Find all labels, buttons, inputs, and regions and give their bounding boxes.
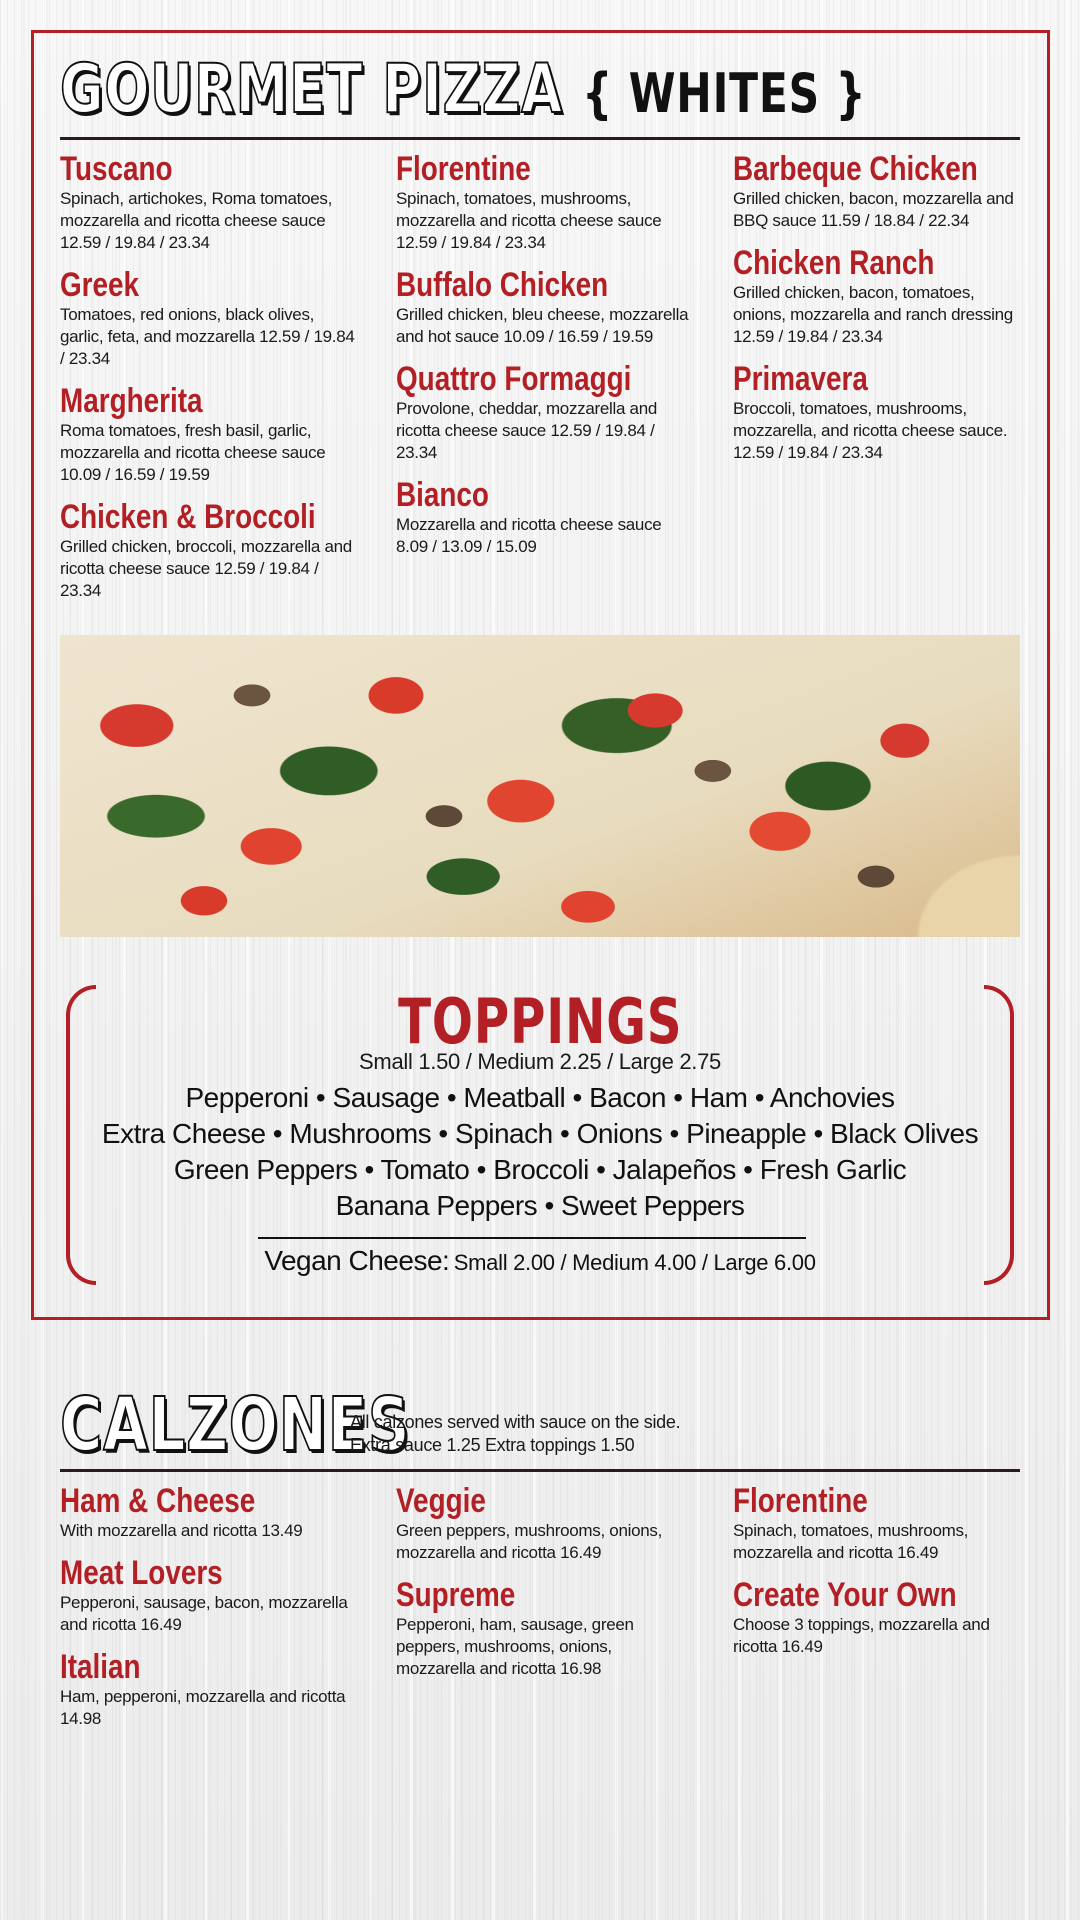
item-desc: Spinach, tomatoes, mushrooms, mozzarella and ricotta 16.49 [733,1521,969,1562]
item-name: Supreme [396,1576,516,1614]
item-name: Chicken & Broccoli [60,498,316,536]
item-name: Ham & Cheese [60,1482,256,1520]
pizza-photo [60,635,1020,937]
item-name: Meat Lovers [60,1554,223,1592]
item-name: Bianco [396,476,489,514]
item-desc: With mozzarella and ricotta 13.49 [60,1521,303,1540]
menu-item [396,1576,686,1680]
item-desc: Green peppers, mushrooms, onions, mozzarella and ricotta 16.49 [396,1521,663,1562]
item-desc: Tomatoes, red onions, black olives, garlic, feta, and mozzarella 12.59 / 19.84 / 23.34 [60,305,355,368]
menu-item [396,476,696,558]
pizza-section-title [60,50,866,134]
item-name: Florentine [396,150,531,188]
toppings-prices: Small 1.50 / Medium 2.25 / Large 2.75 [359,1049,721,1074]
menu-item [60,266,360,370]
toppings-title: TOPPINGS [397,985,683,1058]
item-name: Margherita [60,382,203,420]
vegan-cheese-prices: Small 2.00 / Medium 4.00 / Large 6.00 [453,1250,816,1275]
item-desc: Grilled chicken, bacon, tomatoes, onions, mozzarella and ranch dressing 12.59 / 19.84 / 23.34 [733,283,1013,346]
item-desc: Spinach, tomatoes, mushrooms, mozzarella and ricotta cheese sauce 12.59 / 19.84 / 23.34 [396,189,662,252]
item-name: Buffalo Chicken [396,266,609,304]
item-desc: Pepperoni, sausage, bacon, mozzarella and ricotta 16.49 [60,1593,348,1634]
pizza-subtitle-text: { WHITES } [582,62,867,125]
calzones-column-3 [733,1482,1023,1670]
menu-item [396,1482,686,1564]
menu-item [396,360,696,464]
pizza-column-1 [60,150,360,614]
item-name: Tuscano [60,150,173,188]
calzones-title-text: CALZONES [60,1382,411,1468]
item-name: Primavera [733,360,868,398]
toppings-line: Pepperoni • Sausage • Meatball • Bacon • Ham • Anchovies [185,1082,895,1113]
menu-item [733,244,1023,348]
pizza-column-3 [733,150,1023,476]
item-name: Create Your Own [733,1576,957,1614]
calzones-title-rule [60,1469,1020,1472]
menu-item [60,1648,360,1730]
vegan-cheese-label: Vegan Cheese: [264,1245,450,1276]
toppings-list [100,1080,980,1224]
item-desc: Pepperoni, ham, sausage, green peppers, mushrooms, onions, mozzarella and ricotta 16.98 [396,1615,634,1678]
calzones-note-line: All calzones served with sauce on the side. [350,1412,681,1432]
item-desc: Grilled chicken, bleu cheese, mozzarella and hot sauce 10.09 / 16.59 / 19.59 [396,305,689,346]
calzones-column-2 [396,1482,686,1692]
pizza-column-2 [396,150,696,570]
menu-item [60,498,360,602]
item-desc: Grilled chicken, bacon, mozzarella and BBQ sauce 11.59 / 18.84 / 22.34 [733,189,1014,230]
item-desc: Broccoli, tomatoes, mushrooms, mozzarella, and ricotta cheese sauce. 12.59 / 19.84 / 23.34 [733,399,1008,462]
pizza-title-text: GOURMET PIZZA [60,50,563,129]
item-desc: Choose 3 toppings, mozzarella and ricotta 16.49 [733,1615,990,1656]
item-desc: Provolone, cheddar, mozzarella and ricotta cheese sauce 12.59 / 19.84 / 23.34 [396,399,658,462]
menu-item [396,266,696,348]
item-desc: Grilled chicken, broccoli, mozzarella and ricotta cheese sauce 12.59 / 19.84 / 23.34 [60,537,352,600]
item-name: Barbeque Chicken [733,150,978,188]
vegan-cheese [0,1245,1080,1277]
item-desc: Spinach, artichokes, Roma tomatoes, mozzarella and ricotta cheese sauce 12.59 / 19.84 / 23.34 [60,189,333,252]
calzones-column-1 [60,1482,360,1742]
calzones-note [350,1411,710,1457]
menu-item [733,1482,1023,1564]
menu-item [733,1576,1023,1658]
item-desc: Mozzarella and ricotta cheese sauce 8.09 / 13.09 / 15.09 [396,515,662,556]
toppings-line: Banana Peppers • Sweet Peppers [335,1190,745,1221]
menu-item [396,150,696,254]
toppings-line: Extra Cheese • Mushrooms • Spinach • Onions • Pineapple • Black Olives [101,1118,979,1149]
calzones-note-line: Extra sauce 1.25 Extra toppings 1.50 [350,1435,635,1455]
item-desc: Roma tomatoes, fresh basil, garlic, mozzarella and ricotta cheese sauce 10.09 / 16.59 / 19.59 [60,421,326,484]
item-name: Veggie [396,1482,486,1520]
item-name: Italian [60,1648,141,1686]
item-name: Chicken Ranch [733,244,935,282]
menu-item [733,150,1023,232]
item-name: Greek [60,266,140,304]
pizza-title-rule [60,137,1020,140]
item-name: Quattro Formaggi [396,360,632,398]
menu-item [60,1554,360,1636]
toppings-divider [258,1237,806,1239]
menu-item [60,382,360,486]
menu-item [733,360,1023,464]
toppings-line: Green Peppers • Tomato • Broccoli • Jalapeños • Fresh Garlic [173,1154,907,1185]
item-desc: Ham, pepperoni, mozzarella and ricotta 14.98 [60,1687,346,1728]
menu-item [60,150,360,254]
menu-item [60,1482,360,1542]
item-name: Florentine [733,1482,868,1520]
